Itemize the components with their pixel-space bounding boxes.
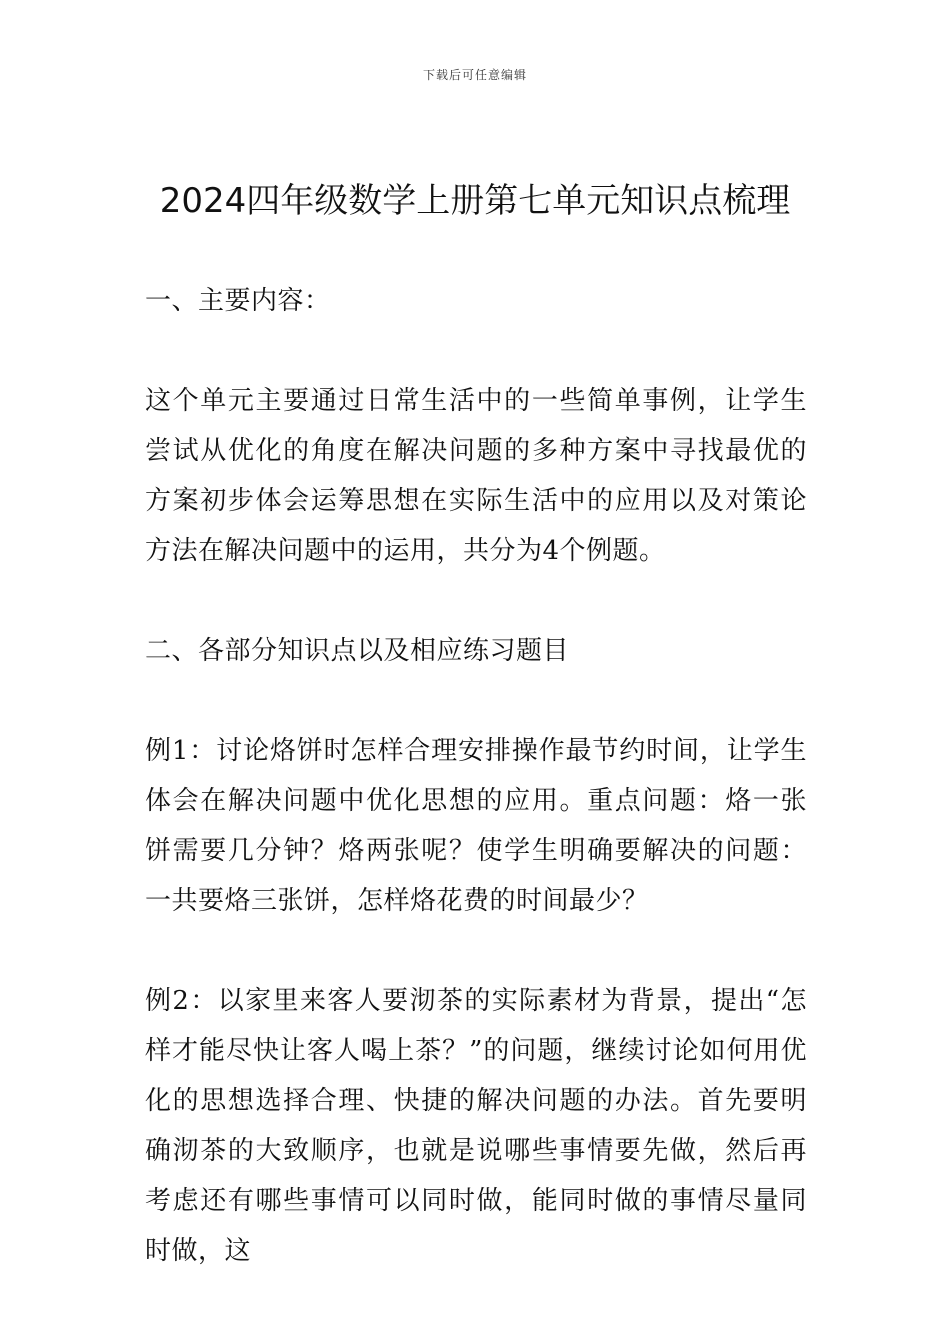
spacer: [145, 326, 807, 376]
paragraph-example-2: 例2：以家里来客人要沏茶的实际素材为背景，提出“怎样才能尽快让客人喝上茶？”的问题，继续讨论如何用优化的思想选择合理、快捷的解决问题的办法。首先要明确沏茶的大致顺序，也就是说哪些事情要先做，然后再考虑还有哪些事情可以同时做，能同时做的事情尽量同时做，这: [145, 986, 807, 1266]
paragraph-overview: 这个单元主要通过日常生活中的一些简单事例，让学生尝试从优化的角度在解决问题的多种方案中寻找最优的方案初步体会运筹思想在实际生活中的应用以及对策论方法在解决问题中的运用，共分为4个例题。: [145, 386, 807, 566]
header-note: 下载后可任意编辑: [422, 68, 527, 82]
section-heading-knowledge-points: 二、各部分知识点以及相应练习题目: [145, 636, 570, 666]
spacer: [145, 676, 807, 726]
spacer: [145, 576, 807, 626]
document-body: [145, 276, 807, 1276]
section-heading-main-content: 一、主要内容：: [145, 286, 331, 316]
spacer: [145, 926, 807, 976]
paragraph-example-1: 例1：讨论烙饼时怎样合理安排操作最节约时间，让学生体会在解决问题中优化思想的应用。重点问题：烙一张饼需要几分钟？烙两张呢？使学生明确要解决的问题：一共要烙三张饼，怎样烙花费的时间最少？: [145, 736, 807, 916]
document-title: 2024四年级数学上册第七单元知识点梳理: [159, 181, 791, 221]
